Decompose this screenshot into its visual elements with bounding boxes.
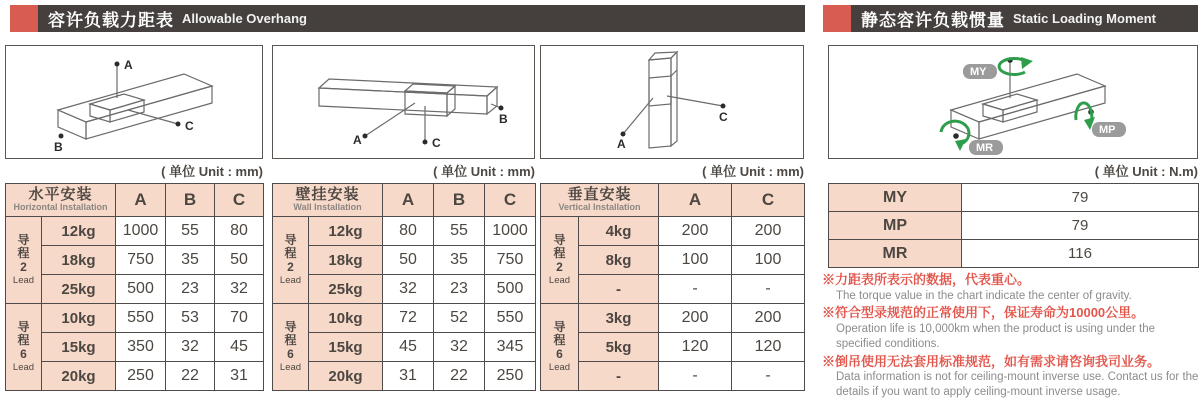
table-row <box>273 246 536 275</box>
value-cell: 550 <box>116 304 166 333</box>
value-cell: - <box>732 275 805 304</box>
table-title-cell: 垂直安装 Vertical Installation <box>541 184 659 217</box>
value-cell: 32 <box>166 333 215 362</box>
table-row <box>273 275 536 304</box>
static-loading-moment-header <box>823 5 1198 32</box>
unit-label-mm: ( 单位 Unit : mm) <box>161 164 263 179</box>
note-zh: ※符合型录规范的正常使用下，保证寿命为10000公里。 <box>822 305 1145 321</box>
lead-6-cell: 导 程 6 Lead <box>6 304 42 391</box>
wall-installation-table <box>272 183 536 391</box>
unit-label-mm: ( 单位 Unit : mm) <box>702 164 804 179</box>
moment-label: MR <box>829 240 962 268</box>
table-row <box>541 246 805 275</box>
table-row <box>6 217 264 246</box>
load-cell: 15kg <box>309 333 383 362</box>
table-row <box>273 304 536 333</box>
moment-value: 116 <box>962 240 1199 268</box>
value-cell: 250 <box>116 362 166 391</box>
value-cell: 45 <box>215 333 264 362</box>
note-en: Data information is not for ceiling-mount inverse use. Contact us for the details if you want to apply ceiling-mount inverse usage. <box>836 371 1199 399</box>
column-header-b: B <box>434 184 485 217</box>
value-cell: 200 <box>732 304 805 333</box>
value-cell: 200 <box>659 304 732 333</box>
note-zh: ※倒吊使用无法套用标准规范，如有需求请咨询我司业务。 <box>822 353 1161 369</box>
value-cell: 750 <box>485 246 536 275</box>
point-b-label: B <box>54 140 63 154</box>
unit-label-nm: ( 单位 Unit : N.m) <box>1094 164 1198 179</box>
table-row <box>6 362 264 391</box>
value-cell: 23 <box>434 275 485 304</box>
value-cell: 70 <box>215 304 264 333</box>
value-cell: 32 <box>215 275 264 304</box>
value-cell: 72 <box>383 304 434 333</box>
load-cell: 3kg <box>579 304 659 333</box>
value-cell: 31 <box>215 362 264 391</box>
table-row <box>273 333 536 362</box>
column-header-c: C <box>732 184 805 217</box>
table-row <box>541 275 805 304</box>
unit-label-mm: ( 单位 Unit : mm) <box>433 164 535 179</box>
load-cell: 20kg <box>42 362 116 391</box>
value-cell: 100 <box>659 246 732 275</box>
value-cell: 200 <box>732 217 805 246</box>
value-cell: 53 <box>166 304 215 333</box>
header-title-en: Allowable Overhang <box>182 11 307 26</box>
load-cell: 10kg <box>309 304 383 333</box>
value-cell: 52 <box>434 304 485 333</box>
value-cell: 350 <box>116 333 166 362</box>
value-cell: 500 <box>485 275 536 304</box>
load-cell: 10kg <box>42 304 116 333</box>
table-row <box>541 217 805 246</box>
table-row <box>273 362 536 391</box>
load-cell: 25kg <box>42 275 116 304</box>
red-accent-square <box>823 5 851 32</box>
table-row <box>829 184 1199 212</box>
moment-value: 79 <box>962 212 1199 240</box>
header-title-zh: 静态容许负载惯量 <box>861 11 1005 30</box>
load-cell: 5kg <box>579 333 659 362</box>
point-c-label: C <box>432 136 441 150</box>
value-cell: 22 <box>166 362 215 391</box>
column-header-b: B <box>166 184 215 217</box>
rail-isometric-drawing <box>6 46 262 158</box>
value-cell: 550 <box>485 304 536 333</box>
load-cell: 12kg <box>309 217 383 246</box>
value-cell: 750 <box>116 246 166 275</box>
value-cell: 55 <box>434 217 485 246</box>
value-cell: 345 <box>485 333 536 362</box>
point-c-label: C <box>185 119 194 133</box>
value-cell: 31 <box>383 362 434 391</box>
value-cell: 120 <box>659 333 732 362</box>
load-cell: 4kg <box>579 217 659 246</box>
column-header-a: A <box>659 184 732 217</box>
moment-label: MP <box>829 212 962 240</box>
point-b-label: B <box>499 112 508 126</box>
value-cell: - <box>732 362 805 391</box>
column-header-c: C <box>215 184 264 217</box>
value-cell: 250 <box>485 362 536 391</box>
note-en: Operation life is 10,000km when the product is using under the specified conditions. <box>836 323 1155 350</box>
moment-value: 79 <box>962 184 1199 212</box>
table-title-cell: 水平安装 Horizontal Installation <box>6 184 116 217</box>
value-cell: 32 <box>434 333 485 362</box>
value-cell: 120 <box>732 333 805 362</box>
value-cell: 45 <box>383 333 434 362</box>
note-en: The torque value in the chart indicate the center of gravity. <box>836 289 1132 302</box>
lead-2-cell: 导 程 2 Lead <box>541 217 579 304</box>
moment-label: MY <box>829 184 962 212</box>
wall-installation-diagram <box>272 45 535 159</box>
load-cell: 18kg <box>309 246 383 275</box>
red-accent-square <box>10 5 38 32</box>
rail-moment-drawing <box>829 46 1197 158</box>
table-row <box>829 212 1199 240</box>
load-cell: 8kg <box>579 246 659 275</box>
load-cell: - <box>579 362 659 391</box>
point-a-label: A <box>124 58 133 72</box>
column-header-a: A <box>383 184 434 217</box>
value-cell: 35 <box>434 246 485 275</box>
table-row <box>541 304 805 333</box>
value-cell: 100 <box>732 246 805 275</box>
column-header-a: A <box>116 184 166 217</box>
table-row <box>6 275 264 304</box>
value-cell: 50 <box>383 246 434 275</box>
value-cell: - <box>659 362 732 391</box>
value-cell: - <box>659 275 732 304</box>
header-title-en: Static Loading Moment <box>1013 11 1156 26</box>
value-cell: 55 <box>166 217 215 246</box>
table-row <box>829 240 1199 268</box>
note-zh: ※力距表所表示的数据，代表重心。 <box>822 272 1031 287</box>
table-row <box>6 304 264 333</box>
value-cell: 32 <box>383 275 434 304</box>
load-cell: 20kg <box>309 362 383 391</box>
point-a-label: A <box>353 133 362 147</box>
mp-badge: MP <box>1099 124 1116 136</box>
rail-isometric-drawing <box>273 46 534 158</box>
value-cell: 50 <box>215 246 264 275</box>
value-cell: 80 <box>215 217 264 246</box>
allowable-overhang-header <box>10 5 805 32</box>
header-title-zh: 容许负载力距表 <box>48 11 174 30</box>
table-row <box>541 362 805 391</box>
lead-6-cell: 导 程 6 Lead <box>541 304 579 391</box>
lead-6-cell: 导 程 6 Lead <box>273 304 309 391</box>
value-cell: 80 <box>383 217 434 246</box>
horizontal-installation-diagram <box>5 45 263 159</box>
point-a-label: A <box>617 137 626 151</box>
table-row <box>6 333 264 362</box>
load-cell: 18kg <box>42 246 116 275</box>
vertical-installation-diagram <box>540 45 804 159</box>
static-loading-moment-diagram <box>828 45 1198 159</box>
lead-2-cell: 导 程 2 Lead <box>6 217 42 304</box>
value-cell: 1000 <box>485 217 536 246</box>
static-moment-table <box>828 183 1199 268</box>
horizontal-installation-table <box>5 183 264 391</box>
value-cell: 1000 <box>116 217 166 246</box>
column-header-c: C <box>485 184 536 217</box>
table-row <box>273 217 536 246</box>
rail-isometric-drawing <box>541 46 803 158</box>
table-row <box>6 246 264 275</box>
lead-2-cell: 导 程 2 Lead <box>273 217 309 304</box>
value-cell: 500 <box>116 275 166 304</box>
table-row <box>541 333 805 362</box>
value-cell: 35 <box>166 246 215 275</box>
table-title-cell: 壁挂安装 Wall Installation <box>273 184 383 217</box>
point-c-label: C <box>719 110 728 124</box>
mr-badge: MR <box>976 142 994 154</box>
vertical-installation-table <box>540 183 805 391</box>
my-badge: MY <box>970 66 987 78</box>
footnotes <box>822 271 1200 401</box>
value-cell: 200 <box>659 217 732 246</box>
value-cell: 22 <box>434 362 485 391</box>
load-cell: 15kg <box>42 333 116 362</box>
load-cell: 12kg <box>42 217 116 246</box>
load-cell: - <box>579 275 659 304</box>
load-cell: 25kg <box>309 275 383 304</box>
value-cell: 23 <box>166 275 215 304</box>
